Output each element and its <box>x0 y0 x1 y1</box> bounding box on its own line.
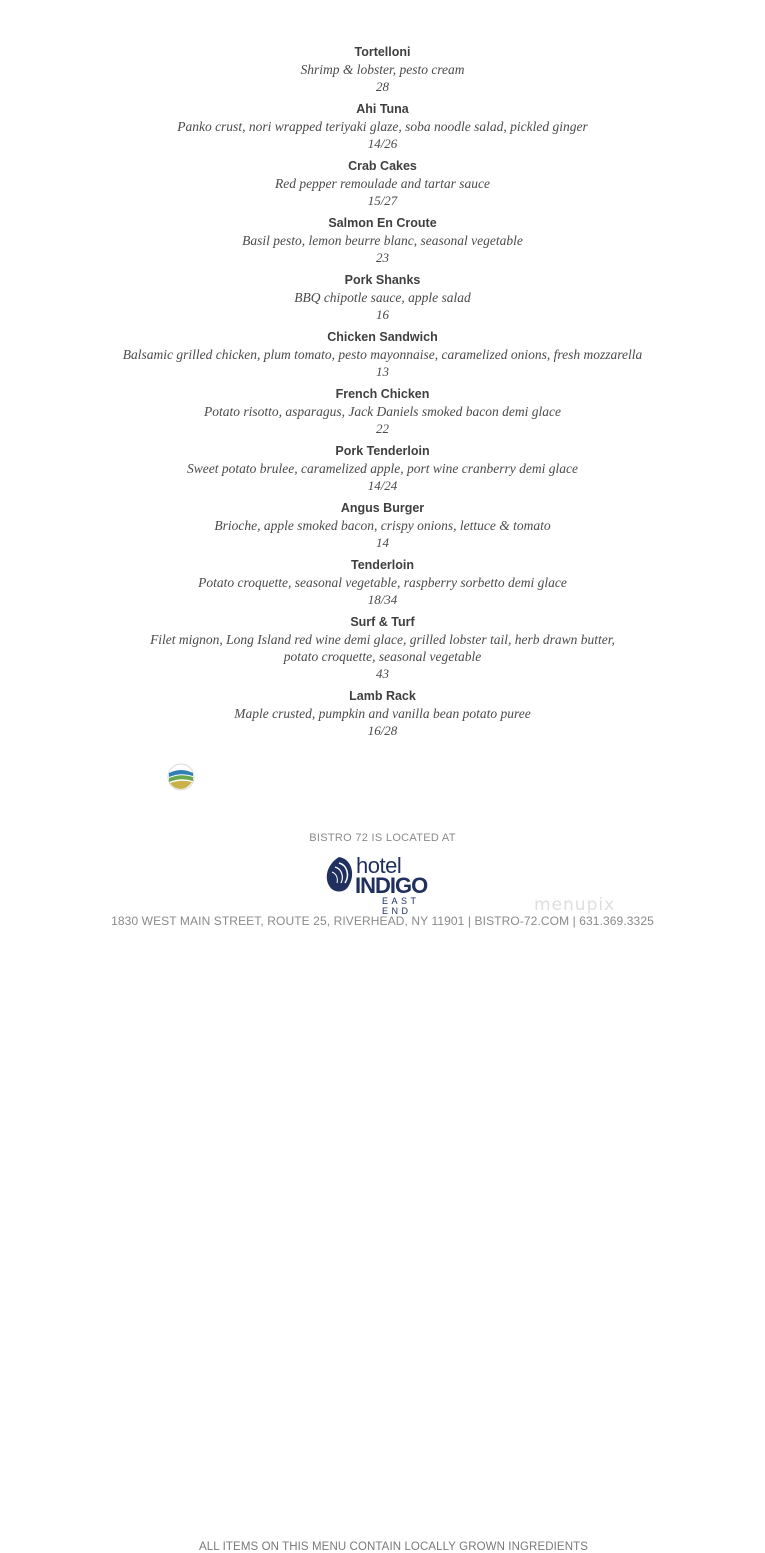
menu-item-price: 14 <box>376 535 389 550</box>
menu-item <box>0 44 765 95</box>
menu-item-name: Ahi Tuna <box>356 102 409 116</box>
menu-item <box>0 386 765 437</box>
menu-item-price: 16/28 <box>367 723 398 738</box>
menu-item-price: 14/26 <box>367 136 398 151</box>
menu-item <box>0 215 765 266</box>
menu-item <box>0 500 765 551</box>
menu-item <box>0 272 765 323</box>
menu-item-name: Tortelloni <box>354 45 411 59</box>
menu-item-price: 28 <box>376 79 389 94</box>
hotel-indigo-logo <box>322 853 446 916</box>
menu-item-price: 14/24 <box>367 478 398 493</box>
menu-item-description: Red pepper remoulade and tartar sauce <box>274 176 491 191</box>
menu-item-name: Pork Shanks <box>344 273 421 287</box>
menu-item-description: Shrimp & lobster, pesto cream <box>300 62 465 77</box>
watermark: menupix <box>534 895 616 915</box>
menu-item-description: Panko crust, nori wrapped teriyaki glaze, soba noodle salad, pickled ginger <box>177 119 588 134</box>
menu-item-description: potato croquette, seasonal vegetable <box>283 649 482 664</box>
local-ingredients-text: ALL ITEMS ON THIS MENU CONTAIN LOCALLY GROWN INGREDIENTS <box>199 1541 588 1553</box>
menu-item-description: Basil pesto, lemon beurre blanc, seasonal vegetable <box>242 233 523 248</box>
logo-hotel-text: hotel <box>356 853 402 878</box>
menu-item-description: Potato risotto, asparagus, Jack Daniels smoked bacon demi glace <box>204 404 561 419</box>
menu-item-price: 23 <box>376 250 389 265</box>
menu-item-description: Sweet potato brulee, caramelized apple, port wine cranberry demi glace <box>186 461 579 476</box>
located-at-label: BISTRO 72 IS LOCATED AT <box>309 832 456 844</box>
menu-item-price: 43 <box>376 666 389 681</box>
menu-item-price: 15/27 <box>367 193 398 208</box>
menu-item-name: Tenderloin <box>351 558 414 572</box>
menu-item-name: Chicken Sandwich <box>327 330 438 344</box>
menu-item-description: Potato croquette, seasonal vegetable, raspberry sorbetto demi glace <box>198 575 567 590</box>
logo-indigo-text: INDIGO <box>355 873 428 898</box>
menu-item-description: BBQ chipotle sauce, apple salad <box>294 290 471 305</box>
menu-item-price: 13 <box>376 364 389 379</box>
menu-item-name: Surf & Turf <box>350 615 415 629</box>
menu-item-price: 18/34 <box>367 592 398 607</box>
menu-item-name: Angus Burger <box>340 501 425 515</box>
menu-list <box>0 44 765 745</box>
menu-item <box>0 101 765 152</box>
shell-icon <box>322 855 356 895</box>
address-line: 1830 WEST MAIN STREET, ROUTE 25, RIVERHEAD, NY 11901 | BISTRO-72.COM | 631.369.3325 <box>111 914 654 928</box>
menu-item <box>0 443 765 494</box>
logo-east-end-text: EAST END <box>382 896 420 916</box>
menu-item-description: Balsamic grilled chicken, plum tomato, pesto mayonnaise, caramelized onions, fresh mozzarella <box>122 347 643 362</box>
menu-item-name: Lamb Rack <box>349 689 416 703</box>
menu-item-name: Salmon En Croute <box>328 216 437 230</box>
menu-item-description: Brioche, apple smoked bacon, crispy onions, lettuce & tomato <box>214 518 551 533</box>
menu-item-description: Filet mignon, Long Island red wine demi glace, grilled lobster tail, herb drawn butter, <box>150 632 615 647</box>
menu-item-name: Crab Cakes <box>348 159 417 173</box>
menu-item-description: Maple crusted, pumpkin and vanilla bean potato puree <box>234 706 531 721</box>
menu-item <box>0 614 765 682</box>
menu-item-price: 16 <box>376 307 389 322</box>
menu-item-name: French Chicken <box>335 387 430 401</box>
menu-item-name: Pork Tenderloin <box>335 444 430 458</box>
menu-item <box>0 688 765 739</box>
menu-item <box>0 329 765 380</box>
menu-item <box>0 158 765 209</box>
local-farm-icon <box>167 763 195 791</box>
menu-item-price: 22 <box>376 421 389 436</box>
menu-item <box>0 557 765 608</box>
